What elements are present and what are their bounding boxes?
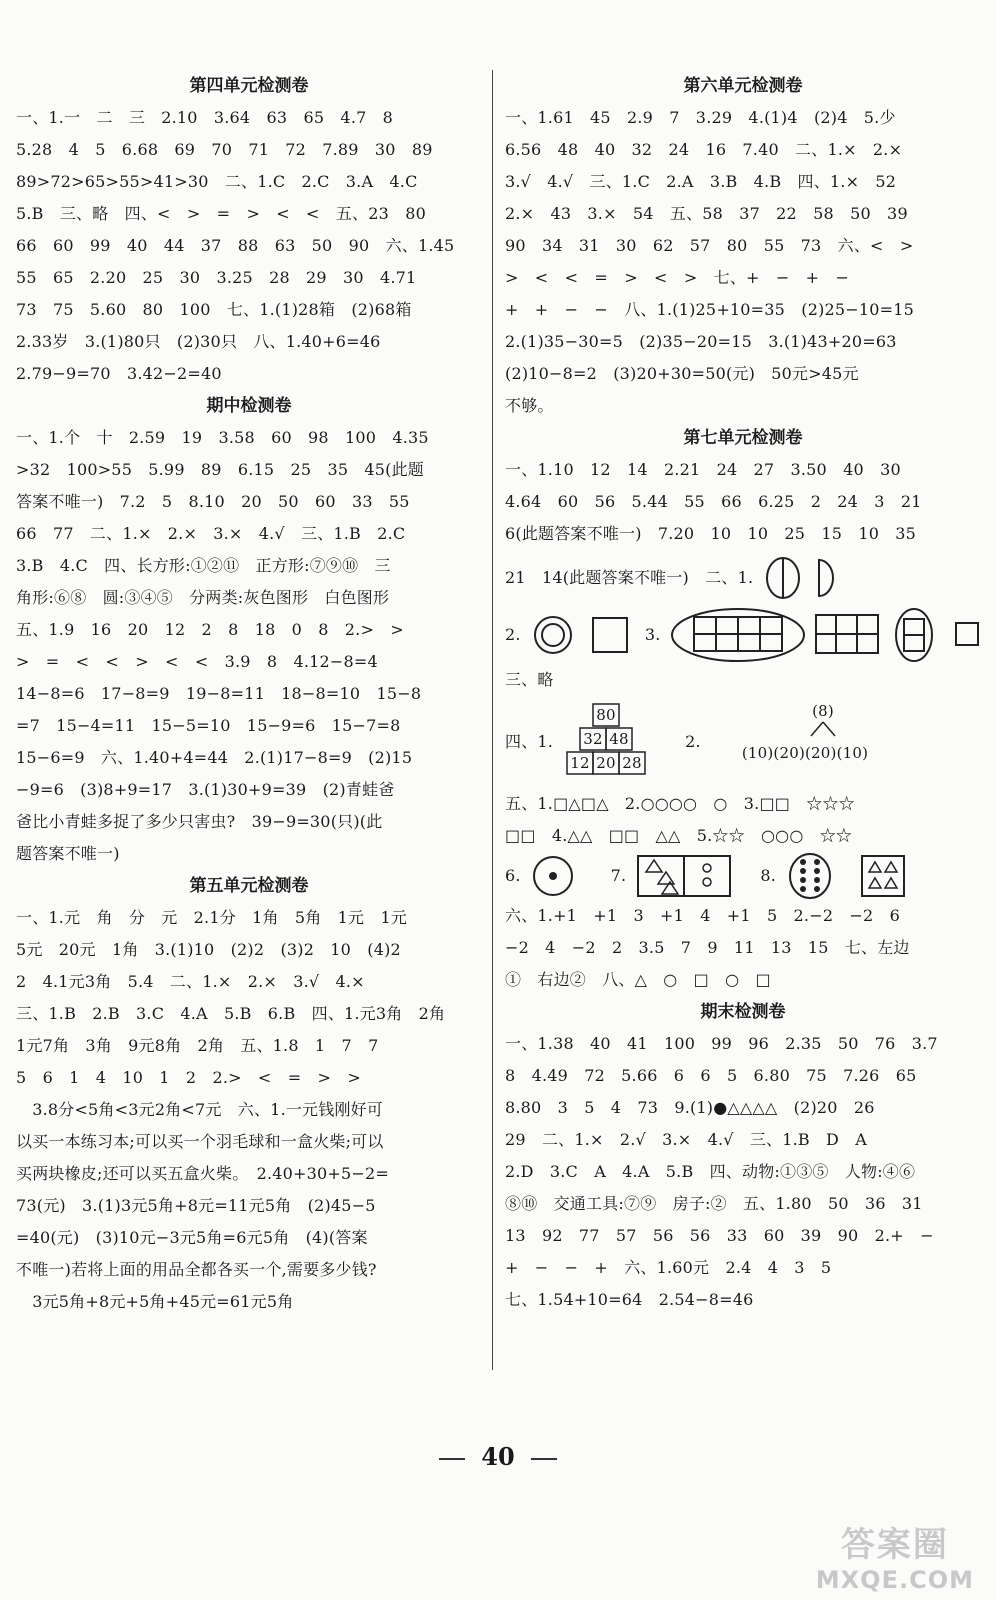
answer-line: 题答案不唯一)	[16, 844, 120, 863]
question-label: 3.	[644, 625, 661, 644]
circle-square-figure	[531, 610, 635, 660]
pyramid-cell: 28	[622, 754, 642, 772]
unit7-answers	[505, 454, 981, 996]
question-label: 6.	[505, 866, 521, 885]
section-title-midterm: 期中检测卷	[206, 396, 292, 416]
section-title-final: 期末检测卷	[700, 1002, 786, 1022]
answer-line: 55 65 2.20 25 30 3.25 28 29 30 4.71	[16, 268, 417, 287]
pyramid-cell: 48	[609, 730, 629, 748]
answer-line: −2 4 −2 2 3.5 7 9 11 13 15 七、左边	[505, 938, 910, 957]
question-label: 四、1.	[505, 732, 554, 751]
answer-line: 一、1.元 角 分 元 2.1分 1角 5角 1元 1元	[16, 908, 408, 927]
answer-line: 3.8分<5角<3元2角<7元 六、1.一元钱刚好可	[16, 1100, 384, 1119]
figure-row-pyramid	[505, 696, 981, 788]
answer-line: 3元5角+8元+5角+45元=61元5角	[16, 1292, 294, 1311]
answer-line: 73 75 5.60 80 100 七、1.(1)28箱 (2)68箱	[16, 300, 412, 319]
section-title-unit4: 第四单元检测卷	[189, 76, 309, 96]
pyramid-cell: 20	[596, 754, 616, 772]
tree-leaves: (10)(20)(20)(10)	[741, 744, 868, 762]
answer-line: 8.80 3 5 4 73 9.(1)●△△△△ (2)20 26	[505, 1098, 875, 1117]
answer-line: =40(元) (3)10元−3元5角=6元5角 (4)(答案	[16, 1228, 368, 1247]
triangles-dots-figure	[636, 854, 732, 898]
section-title-unit6: 第六单元检测卷	[683, 76, 803, 96]
answer-line: 8 4.49 72 5.66 6 6 5 6.80 75 7.26 65	[505, 1066, 917, 1085]
unit4-answers	[16, 102, 482, 390]
question-label: 7.	[610, 866, 627, 885]
answer-line: 一、1.个 十 2.59 19 3.58 60 98 100 4.35	[16, 428, 429, 447]
answer-line: 5 6 1 4 10 1 2 2.> < = > >	[16, 1068, 361, 1087]
answer-line: 14−8=6 17−8=9 19−8=11 18−8=10 15−8	[16, 684, 422, 703]
left-column	[16, 70, 482, 1318]
answer-line: 6.56 48 40 32 24 16 7.40 二、1.× 2.×	[505, 140, 903, 159]
dot-circle-figure	[531, 854, 575, 898]
watermark-logo: 答案圈	[840, 1525, 949, 1565]
number-tree	[713, 700, 883, 784]
number-pyramid	[565, 700, 655, 784]
pyramid-cell: 32	[583, 730, 603, 748]
answer-line: 3.B 4.C 四、长方形:①②⑪ 正方形:⑦⑨⑩ 三	[16, 556, 391, 575]
answer-line: 七、1.54+10=64 2.54−8=46	[505, 1290, 754, 1309]
footer-dash	[531, 1458, 557, 1460]
answer-line: 一、1.一 二 三 2.10 3.64 63 65 4.7 8	[16, 108, 394, 127]
question-label: 2.	[685, 732, 701, 751]
site-watermark	[816, 1517, 974, 1594]
grid-in-ellipse-figure	[670, 607, 981, 663]
pyramid-cell: 80	[596, 706, 616, 724]
figure-row-pictures	[505, 852, 981, 900]
answer-line: (2)10−8=2 (3)20+30=50(元) 50元>45元	[505, 364, 859, 383]
answer-line: 五、1.9 16 20 12 2 8 18 0 8 2.> >	[16, 620, 404, 639]
answer-line: ⑧⑩ 交通工具:⑦⑨ 房子:② 五、1.80 50 36 31	[505, 1194, 923, 1213]
answer-line: 6(此题答案不唯一) 7.20 10 10 25 15 10 35	[505, 524, 917, 543]
unit6-answers	[505, 102, 981, 422]
answer-line: 不够。	[505, 396, 554, 415]
answer-line: 29 二、1.× 2.√ 3.× 4.√ 三、1.B D A	[505, 1130, 868, 1149]
answer-line: 2 4.1元3角 5.4 二、1.× 2.× 3.√ 4.×	[16, 972, 365, 991]
answer-text: 21 14(此题答案不唯一) 二、1.	[505, 568, 754, 587]
answer-line: 73(元) 3.(1)3元5角+8元=11元5角 (2)45−5	[16, 1196, 376, 1215]
watermark-url: MXQE.COM	[815, 1566, 974, 1594]
answer-line: > < < = > < > 七、+ − + −	[505, 268, 850, 287]
answer-line: 13 92 77 57 56 56 33 60 39 90 2.+ −	[505, 1226, 934, 1245]
section-title-unit5: 第五单元检测卷	[189, 876, 309, 896]
answer-line: 90 34 31 30 62 57 80 55 73 六、< >	[505, 236, 914, 255]
page-number: 40	[481, 1442, 515, 1471]
answer-line: 答案不唯一) 7.2 5 8.10 20 50 60 33 55	[16, 492, 410, 511]
answer-line: 五、1.□△□△ 2.○○○○ ○ 3.□□ ☆☆☆	[505, 794, 855, 813]
footer-dash	[439, 1458, 465, 1460]
answer-line: 89>72>65>55>41>30 二、1.C 2.C 3.A 4.C	[16, 172, 418, 191]
half-circle-figure	[763, 556, 843, 600]
dots-triangles-figure	[786, 852, 916, 900]
answer-line: 2.× 43 3.× 54 五、58 37 22 58 50 39	[505, 204, 908, 223]
answer-line: + + − − 八、1.(1)25+10=35 (2)25−10=15	[505, 300, 915, 319]
answer-line: 5.28 4 5 6.68 69 70 71 72 7.89 30 89	[16, 140, 433, 159]
answer-line: 2.33岁 3.(1)80只 (2)30只 八、1.40+6=46	[16, 332, 381, 351]
tree-root: (8)	[811, 702, 834, 720]
answer-line: 66 77 二、1.× 2.× 3.× 4.√ 三、1.B 2.C	[16, 524, 406, 543]
answer-line: 一、1.10 12 14 2.21 24 27 3.50 40 30	[505, 460, 901, 479]
answer-line: =7 15−4=11 15−5=10 15−9=6 15−7=8	[16, 716, 401, 735]
answer-line: 爸比小青蛙多捉了多少只害虫? 39−9=30(只)(此	[16, 812, 383, 831]
answer-line: > = < < > < < 3.9 8 4.12−8=4	[16, 652, 378, 671]
page-number-footer	[0, 1442, 996, 1471]
answer-line: 2.(1)35−30=5 (2)35−20=15 3.(1)43+20=63	[505, 332, 897, 351]
answer-line: 2.79−9=70 3.42−2=40	[16, 364, 222, 383]
answer-line: ① 右边② 八、△ ○ □ ○ □	[505, 970, 771, 989]
question-label: 2.	[505, 625, 521, 644]
answer-line: 一、1.38 40 41 100 99 96 2.35 50 76 3.7	[505, 1034, 938, 1053]
answer-line: 4.64 60 56 5.44 55 66 6.25 2 24 3 21	[505, 492, 922, 511]
answer-line: 六、1.+1 +1 3 +1 4 +1 5 2.−2 −2 6	[505, 906, 900, 925]
answer-line: 15−6=9 六、1.40+4=44 2.(1)17−8=9 (2)15	[16, 748, 413, 767]
answer-line: + − − + 六、1.60元 2.4 4 3 5	[505, 1258, 832, 1277]
final-answers	[505, 1028, 981, 1316]
section-title-unit7: 第七单元检测卷	[683, 428, 803, 448]
answer-line: 三、1.B 2.B 3.C 4.A 5.B 6.B 四、1.元3角 2角	[16, 1004, 446, 1023]
answer-line: □□ 4.△△ □□ △△ 5.☆☆ ○○○ ☆☆	[505, 826, 853, 845]
pyramid-cell: 12	[570, 754, 590, 772]
answer-line: 1元7角 3角 9元8角 2角 五、1.8 1 7 7	[16, 1036, 379, 1055]
answer-line: 买两块橡皮;还可以买五盒火柴。 2.40+30+5−2=	[16, 1164, 389, 1183]
question-label: 8.	[760, 866, 777, 885]
midterm-answers	[16, 422, 482, 870]
answer-line: 一、1.61 45 2.9 7 3.29 4.(1)4 (2)4 5.少	[505, 108, 896, 127]
answer-line: 不唯一)若将上面的用品全都各买一个,需要多少钱?	[16, 1260, 377, 1279]
answer-line: 角形:⑥⑧ 圆:③④⑤ 分两类:灰色图形 白色图形	[16, 588, 390, 607]
answer-line: 66 60 99 40 44 37 88 63 50 90 六、1.45	[16, 236, 455, 255]
right-column	[505, 70, 981, 1316]
answer-line: 5.B 三、略 四、< > = > < < 五、23 80	[16, 204, 426, 223]
answer-line: 5元 20元 1角 3.(1)10 (2)2 (3)2 10 (4)2	[16, 940, 401, 959]
answer-line: 3.√ 4.√ 三、1.C 2.A 3.B 4.B 四、1.× 52	[505, 172, 897, 191]
answer-line: 以买一本练习本;可以买一个羽毛球和一盒火柴;可以	[16, 1132, 384, 1151]
answer-line: −9=6 (3)8+9=17 3.(1)30+9=39 (2)青蛙爸	[16, 780, 395, 799]
answer-line-with-figure	[505, 550, 981, 606]
answer-line: >32 100>55 5.99 89 6.15 25 35 45(此题	[16, 460, 425, 479]
unit5-answers	[16, 902, 482, 1318]
figure-row-shapes	[505, 606, 981, 664]
column-divider	[492, 70, 493, 1370]
answer-line: 2.D 3.C A 4.A 5.B 四、动物:①③⑤ 人物:④⑥	[505, 1162, 916, 1181]
answer-line: 三、略	[505, 670, 554, 689]
